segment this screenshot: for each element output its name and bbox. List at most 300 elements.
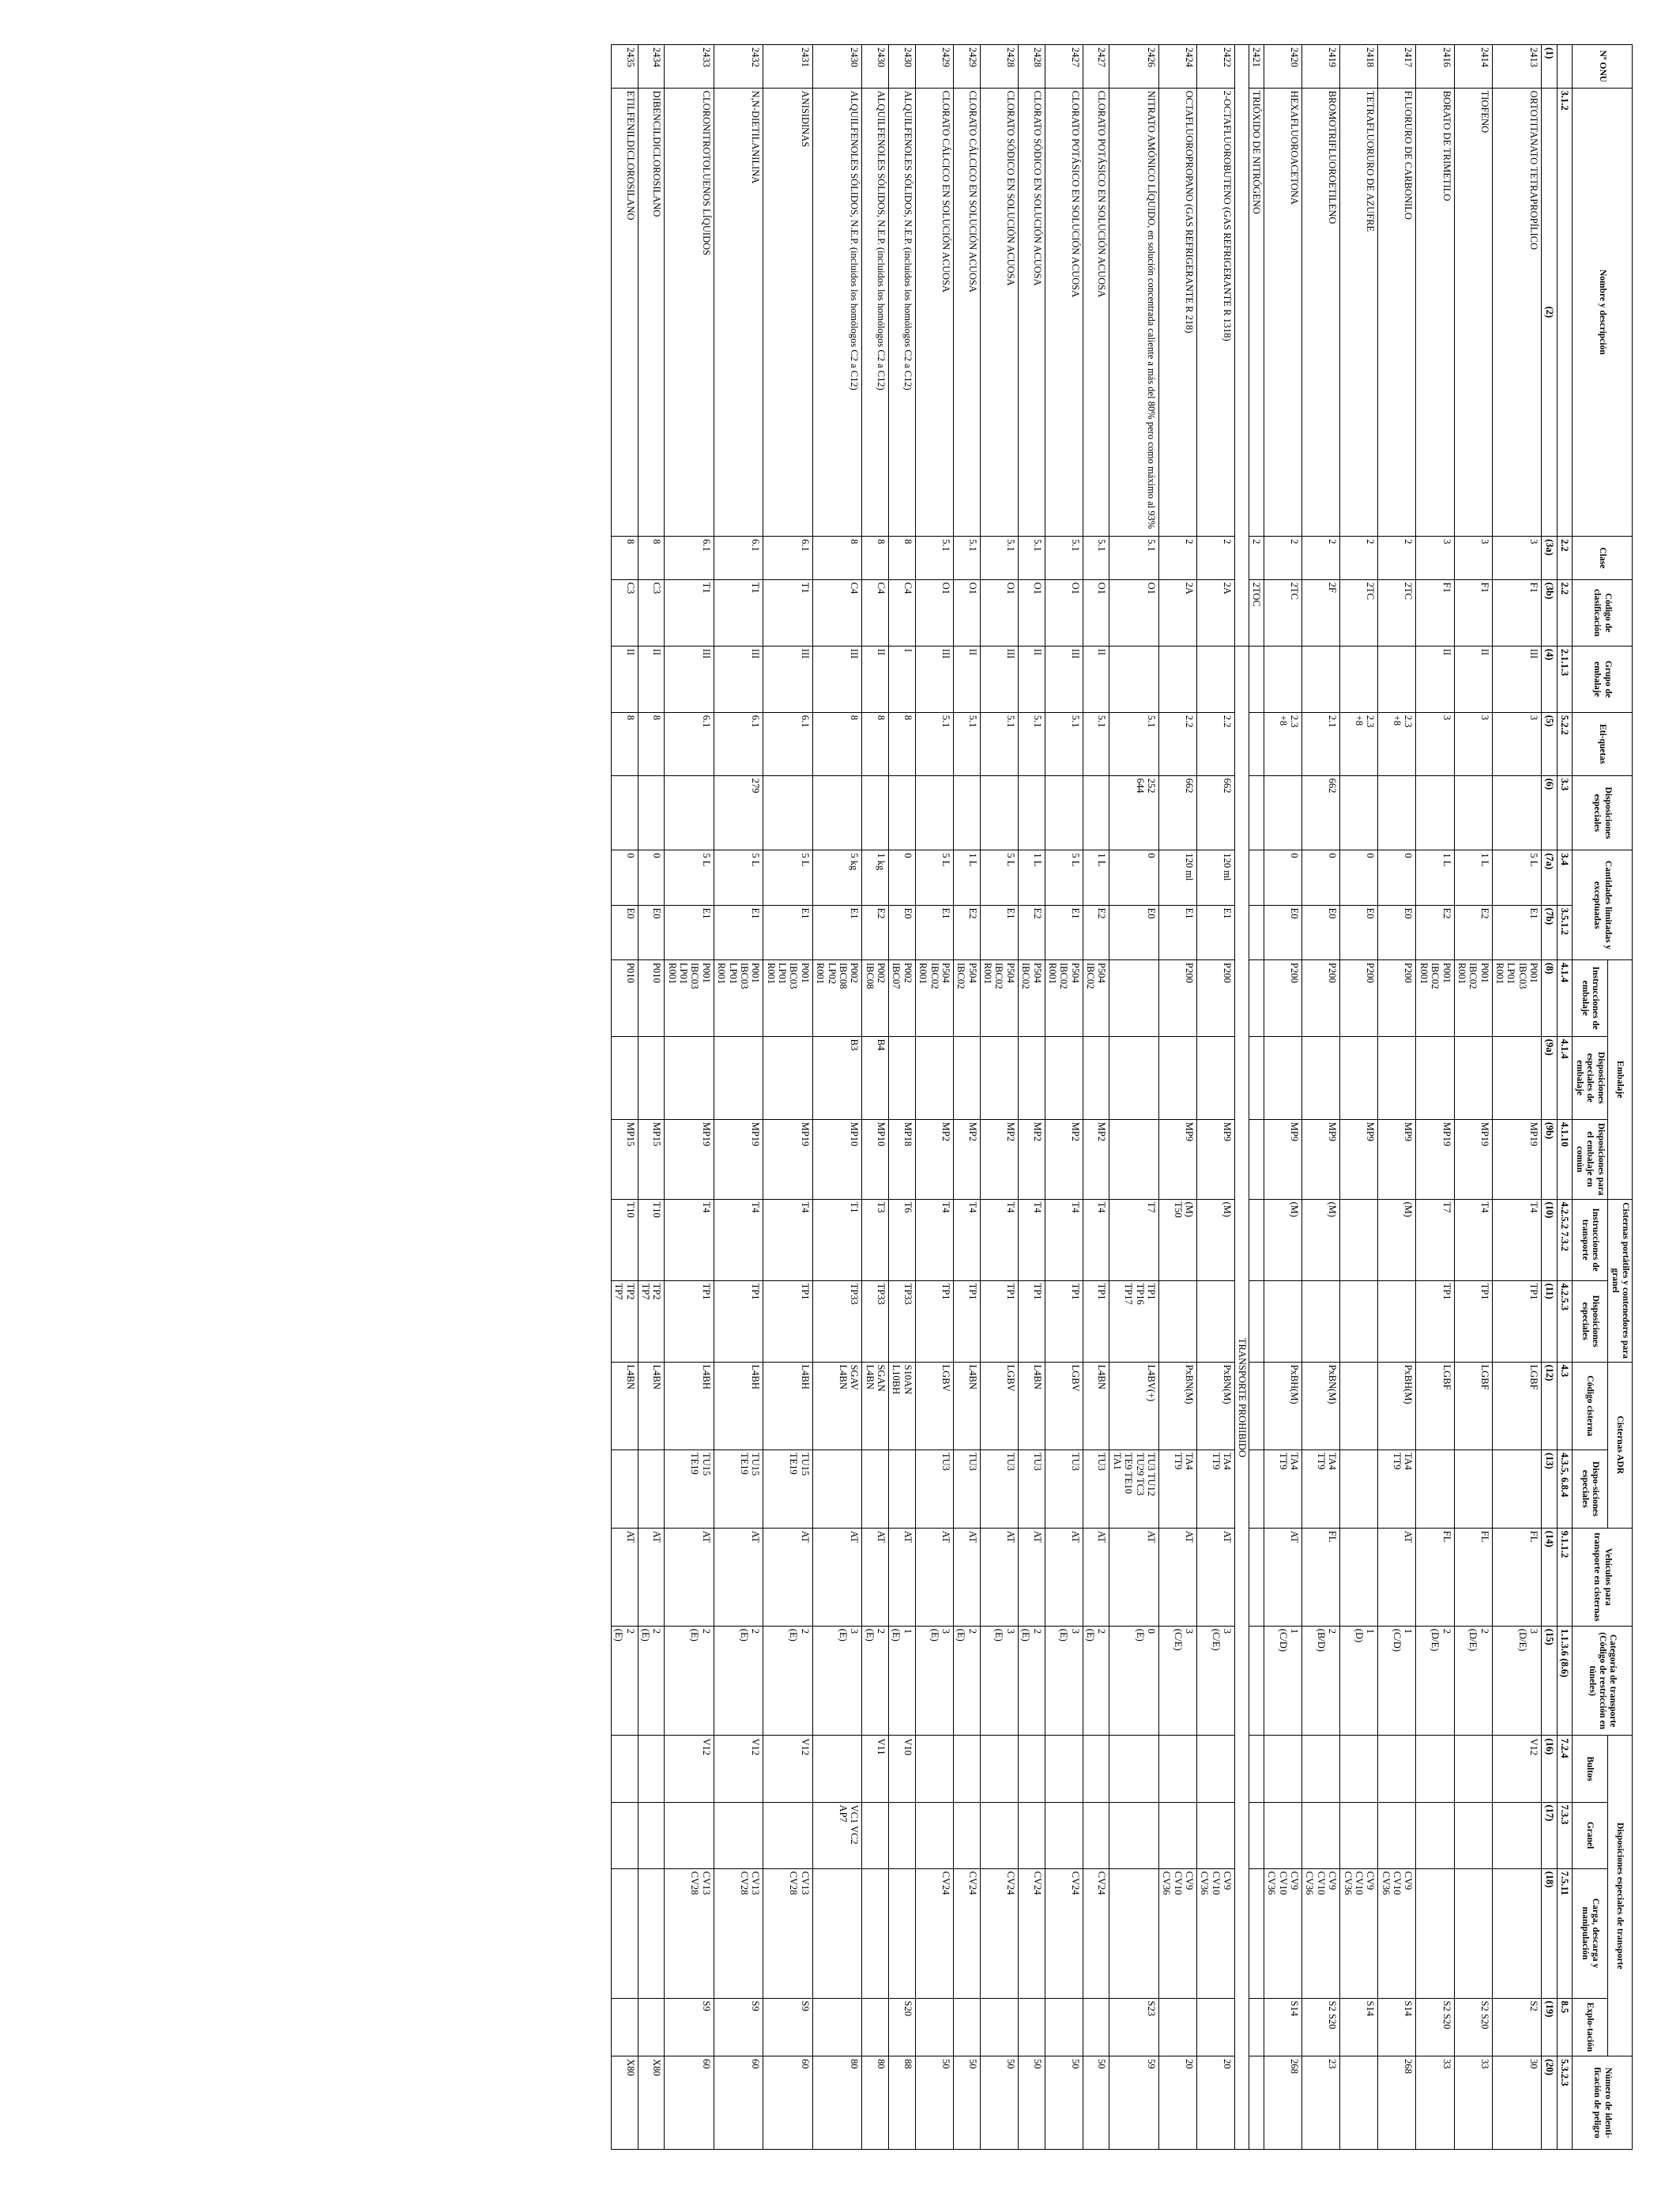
table-cell: V12 [714, 1736, 763, 1802]
table-cell: 2 [1264, 537, 1301, 580]
table-cell [1249, 1736, 1264, 1802]
table-cell: (M) [1264, 1199, 1301, 1280]
table-cell: P001 IBC02 R001 [1454, 960, 1492, 1037]
table-cell [1264, 646, 1301, 712]
table-cell: FL [1416, 1528, 1454, 1626]
table-cell: 33 [1416, 2056, 1454, 2150]
table-cell: O1 [1045, 579, 1083, 646]
table-cell: S14 [1378, 1998, 1416, 2056]
table-cell: II [1454, 646, 1492, 712]
table-cell: TP1 [1083, 1280, 1109, 1362]
table-cell: CV24 [915, 1868, 953, 1998]
subheader-loading: Carga, descarga y manipulación [1572, 1868, 1607, 1998]
table-cell: MP19 [1454, 1119, 1492, 1199]
table-cell: E0 [889, 905, 916, 959]
table-cell: T1 [665, 579, 714, 646]
table-cell: 2 [1340, 537, 1378, 580]
table-cell: II [862, 646, 889, 712]
table-cell [1454, 1802, 1492, 1868]
table-cell: 3 (C/E) [1197, 1626, 1235, 1736]
table-cell: AT [1018, 1528, 1045, 1626]
table-cell: 662 [1302, 775, 1340, 850]
table-row [1249, 45, 1264, 2150]
table-cell: T1 [763, 579, 813, 646]
col-number-cell: (9a) [1542, 1036, 1557, 1119]
table-cell: 6.1 [665, 712, 714, 775]
table-cell: 2 [1249, 537, 1264, 580]
table-cell [1302, 1802, 1340, 1868]
col-number-cell: (5) [1542, 712, 1557, 775]
table-cell: P001 IBC03 LP01 R001 [665, 960, 714, 1037]
table-cell: (M) [1197, 1199, 1235, 1280]
table-cell [1045, 775, 1083, 850]
table-cell [1083, 775, 1109, 850]
table-cell: 6.1 [714, 537, 763, 580]
table-cell: 50 [915, 2056, 953, 2150]
note-spacer [1235, 45, 1249, 647]
table-cell [763, 775, 813, 850]
table-cell: P001 IBC03 LP01 R001 [1492, 960, 1542, 1037]
onu-number-cell: 2427 [1083, 45, 1109, 89]
table-cell: 5 L [1492, 850, 1542, 905]
table-cell: III [1045, 646, 1083, 712]
table-cell: P200 [1158, 960, 1196, 1037]
table-cell: P010 [611, 960, 638, 1037]
table-cell [1416, 1868, 1454, 1998]
table-cell: E0 [1109, 905, 1159, 959]
table-cell [611, 775, 638, 850]
table-cell: 5.1 [915, 537, 953, 580]
table-cell [980, 1036, 1018, 1119]
table-cell: 3 (E) [1045, 1626, 1083, 1736]
table-cell [1249, 1998, 1264, 2056]
table-cell [1264, 1280, 1301, 1362]
table-cell [1109, 1036, 1159, 1119]
onu-number-cell: 2416 [1416, 45, 1454, 89]
table-cell: E1 [714, 905, 763, 959]
table-cell [1264, 1036, 1301, 1119]
table-cell: 1 (C/D) [1378, 1626, 1416, 1736]
col-number-cell: (17) [1542, 1802, 1557, 1868]
substance-name-cell: BROMOTRIFLUOROETILENO [1302, 88, 1340, 536]
table-cell: 5.1 [1083, 712, 1109, 775]
header-transport-provisions: Disposiciones especiales de transporte [1607, 1736, 1632, 2056]
table-cell: P504 IBC02 [1083, 960, 1109, 1037]
table-cell: MP15 [611, 1119, 638, 1199]
table-cell: T10 [638, 1199, 665, 1280]
table-cell: PxBN(M) [1158, 1362, 1196, 1449]
table-cell: SGAN L4BN [862, 1362, 889, 1449]
table-cell: MP19 [665, 1119, 714, 1199]
table-cell: MP9 [1264, 1119, 1301, 1199]
onu-number-cell: 2434 [638, 45, 665, 89]
table-cell [714, 1036, 763, 1119]
table-row [1083, 45, 1109, 2150]
table-cell: LGBF [1454, 1362, 1492, 1449]
table-cell: CV9 CV10 CV36 [1340, 1868, 1378, 1998]
table-cell: 2 (B/D) [1302, 1626, 1340, 1736]
table-cell: TA4 TT9 [1197, 1449, 1235, 1528]
table-cell [1416, 1802, 1454, 1868]
table-cell [1197, 1280, 1235, 1362]
table-cell: T4 [1018, 1199, 1045, 1280]
table-cell: 2 [1378, 537, 1416, 580]
table-cell: E2 [1083, 905, 1109, 959]
table-cell: C3 [638, 579, 665, 646]
table-cell [1249, 775, 1264, 850]
table-cell: 8 [862, 537, 889, 580]
table-cell: 2.2 [1158, 712, 1196, 775]
table-cell: P200 [1264, 960, 1301, 1037]
table-cell: (M) [1302, 1199, 1340, 1280]
subheader-mixed-packing: Disposiciones para el embalaje en común [1572, 1119, 1607, 1199]
table-cell: 5 L [763, 850, 813, 905]
table-cell: CV9 CV10 CV36 [1197, 1868, 1235, 1998]
table-cell [1249, 1802, 1264, 1868]
table-cell: 50 [953, 2056, 980, 2150]
table-cell: AT [665, 1528, 714, 1626]
onu-number-cell: 2418 [1340, 45, 1378, 89]
table-cell: TU3 [1018, 1449, 1045, 1528]
table-cell: III [915, 646, 953, 712]
table-cell [812, 1868, 862, 1998]
table-cell: FL [1302, 1528, 1340, 1626]
adr-dangerous-goods-table [611, 44, 1633, 2150]
table-cell: 3 (E) [812, 1626, 862, 1736]
table-cell: 1 L [953, 850, 980, 905]
substance-name-cell: DIBENCILDICLOROSILANO [638, 88, 665, 536]
table-cell: 1 L [1416, 850, 1454, 905]
table-cell: CV24 [1083, 1868, 1109, 1998]
table-cell: TP33 [812, 1280, 862, 1362]
table-cell: AT [953, 1528, 980, 1626]
substance-name-cell: CLORATO SÓDICO EN SOLUCIÓN ACUOSA [1018, 88, 1045, 536]
table-cell: S2 S20 [1454, 1998, 1492, 2056]
table-cell: 2TC [1340, 579, 1378, 646]
table-cell: 5 L [665, 850, 714, 905]
table-cell: S10AN L10BH [889, 1362, 916, 1449]
table-row [1378, 45, 1416, 2150]
col-number-cell: (2) [1542, 88, 1557, 536]
table-cell [1018, 1802, 1045, 1868]
substance-name-cell: 2-OCTAFLUOROBUTENO (GAS REFRIGERANTE R 1318) [1197, 88, 1235, 536]
table-cell: 50 [1083, 2056, 1109, 2150]
table-cell: LGBF [1416, 1362, 1454, 1449]
prohibited-row [1235, 45, 1249, 2150]
substance-name-cell: CLORATO POTÁSICO EN SOLUCIÓN ACUOSA [1083, 88, 1109, 536]
table-cell [638, 1449, 665, 1528]
table-cell: TP1 [980, 1280, 1018, 1362]
table-cell [980, 1802, 1018, 1868]
table-cell: TU15 TE19 [714, 1449, 763, 1528]
table-cell: II [953, 646, 980, 712]
table-cell: 60 [763, 2056, 813, 2150]
table-cell: 8 [812, 537, 862, 580]
table-cell: 0 [611, 850, 638, 905]
table-cell: II [638, 646, 665, 712]
table-cell: 2 (E) [862, 1626, 889, 1736]
table-cell: AT [1109, 1528, 1159, 1626]
header-name-description: Nombre y descripción [1572, 88, 1632, 536]
table-cell [1454, 1036, 1492, 1119]
table-cell: AT [1045, 1528, 1083, 1626]
table-cell: E0 [611, 905, 638, 959]
table-cell: AT [1197, 1528, 1235, 1626]
table-cell: PxBN(M) [1197, 1362, 1235, 1449]
substance-name-cell: ORTOTITANATO TETRAPROPÍLICO [1492, 88, 1542, 536]
ref-cell: 5.3.2.3 [1557, 2056, 1572, 2150]
table-cell [915, 1036, 953, 1119]
table-cell: 2.3 +8 [1264, 712, 1301, 775]
table-cell: 2TC [1264, 579, 1301, 646]
table-cell: 0 [1302, 850, 1340, 905]
table-cell: 1 (D) [1340, 1626, 1378, 1736]
table-cell: 3 [1454, 712, 1492, 775]
table-body [611, 45, 1572, 2150]
table-cell: E1 [980, 905, 1018, 959]
table-cell: 50 [980, 2056, 1018, 2150]
col-number-cell: (3b) [1542, 579, 1557, 646]
header-limited-quantities: Cantidades limitadas y exceptuadas [1572, 850, 1632, 960]
table-cell: E1 [915, 905, 953, 959]
table-cell [1340, 1199, 1378, 1280]
table-cell: TU3 [980, 1449, 1018, 1528]
table-cell: MP9 [1378, 1119, 1416, 1199]
table-cell: P001 IBC03 LP01 R001 [763, 960, 813, 1037]
table-cell: PxBN(M) [1302, 1362, 1340, 1449]
table-cell: MP15 [638, 1119, 665, 1199]
substance-name-cell: TIOFENO [1454, 88, 1492, 536]
col-number-cell: (18) [1542, 1868, 1557, 1998]
table-row [1454, 45, 1492, 2150]
col-number-cell: (14) [1542, 1528, 1557, 1626]
table-cell [638, 1998, 665, 2056]
table-cell: 60 [714, 2056, 763, 2150]
table-cell: P200 [1378, 960, 1416, 1037]
table-cell [1249, 905, 1264, 959]
table-cell: P504 IBC02 R001 [980, 960, 1018, 1037]
onu-number-cell: 2433 [665, 45, 714, 89]
header-class: Clase [1572, 537, 1632, 580]
table-cell: AT [1378, 1528, 1416, 1626]
table-cell [1045, 1802, 1083, 1868]
table-cell [611, 1449, 638, 1528]
onu-number-cell: 2420 [1264, 45, 1301, 89]
table-cell: 2 (E) [611, 1626, 638, 1736]
table-cell: O1 [1109, 579, 1159, 646]
table-cell [862, 1868, 889, 1998]
reference-row [1557, 45, 1572, 2150]
table-cell [1454, 1449, 1492, 1528]
table-cell [1109, 1119, 1159, 1199]
table-cell: 268 [1264, 2056, 1301, 2150]
table-cell: 662 [1158, 775, 1196, 850]
table-cell: P504 IBC02 R001 [915, 960, 953, 1037]
table-cell: 80 [812, 2056, 862, 2150]
table-cell: TP1 TP16 TP17 [1109, 1280, 1159, 1362]
table-cell [1302, 1280, 1340, 1362]
table-cell: P200 [1302, 960, 1340, 1037]
table-cell [1340, 1802, 1378, 1868]
table-cell: 2 [1197, 537, 1235, 580]
table-cell [812, 1449, 862, 1528]
table-cell: TP1 [1045, 1280, 1083, 1362]
table-cell: F1 [1454, 579, 1492, 646]
onu-number-cell: 2429 [915, 45, 953, 89]
table-cell [980, 775, 1018, 850]
table-cell: TP2 TP7 [611, 1280, 638, 1362]
col-number-cell: (6) [1542, 775, 1557, 850]
table-cell: 3 (E) [915, 1626, 953, 1736]
table-cell: 3 [1454, 537, 1492, 580]
ref-cell: 3.5.1.2 [1557, 905, 1572, 959]
table-row [1340, 45, 1378, 2150]
table-cell: 2A [1158, 579, 1196, 646]
substance-name-cell: ALQUILFENOLES SÓLIDOS, N.E.P. (incluidos los homólogos C2 a C12) [889, 88, 916, 536]
header-onu-number: Nº ONU [1572, 45, 1632, 89]
table-cell: III [714, 646, 763, 712]
ref-cell: 7.5.11 [1557, 1868, 1572, 1998]
table-cell: TU3 [1045, 1449, 1083, 1528]
table-cell [1197, 1802, 1235, 1868]
col-number-cell: (12) [1542, 1362, 1557, 1449]
table-cell: 268 [1378, 2056, 1416, 2150]
table-cell: T4 [1492, 1199, 1542, 1280]
table-cell [1340, 646, 1378, 712]
table-cell: TA4 TT9 [1302, 1449, 1340, 1528]
table-cell: MP10 [862, 1119, 889, 1199]
ref-cell [1557, 45, 1572, 89]
table-cell [638, 775, 665, 850]
substance-name-cell: CLORATO SÓDICO EN SOLUCIÓN ACUOSA [980, 88, 1018, 536]
table-cell: E0 [1378, 905, 1416, 959]
table-cell: MP2 [1018, 1119, 1045, 1199]
table-cell: S9 [763, 1998, 813, 2056]
table-cell: P200 [1340, 960, 1378, 1037]
table-cell: 5.1 [1045, 537, 1083, 580]
table-cell: L4BN [953, 1362, 980, 1449]
table-cell: AT [763, 1528, 813, 1626]
table-cell: O1 [1083, 579, 1109, 646]
table-cell [1197, 1736, 1235, 1802]
table-cell: S2 S20 [1302, 1998, 1340, 2056]
ref-cell: 8.5 [1557, 1998, 1572, 2056]
header-portable-tanks: Cisternas portátiles y contenedores para granel [1607, 1199, 1632, 1362]
table-cell: T1 [812, 1199, 862, 1280]
table-cell [1302, 1036, 1340, 1119]
table-cell: 2 [1158, 537, 1196, 580]
table-cell [1264, 1802, 1301, 1868]
table-cell: III [665, 646, 714, 712]
table-row [1492, 45, 1542, 2150]
subheader-operation: Explo-tación [1572, 1998, 1607, 2056]
table-cell: AT [611, 1528, 638, 1626]
table-cell: E1 [665, 905, 714, 959]
table-cell: C3 [611, 579, 638, 646]
table-cell: CV9 CV10 CV36 [1378, 1868, 1416, 1998]
table-cell: 5 L [1045, 850, 1083, 905]
table-cell: 2F [1302, 579, 1340, 646]
table-cell: PxBH(M) [1264, 1362, 1301, 1449]
table-cell [1083, 1998, 1109, 2056]
onu-number-cell: 2417 [1378, 45, 1416, 89]
ref-cell: 4.2.5.2 7.3.2 [1557, 1199, 1572, 1280]
ref-cell: 4.1.10 [1557, 1119, 1572, 1199]
table-cell: 2A [1197, 579, 1235, 646]
table-cell: 6.1 [665, 537, 714, 580]
table-cell: 5 kg [812, 850, 862, 905]
substance-name-cell: TRIÓXIDO DE NITRÓGENO [1249, 88, 1264, 536]
table-cell: FL [1454, 1528, 1492, 1626]
table-cell: 3 (E) [980, 1626, 1018, 1736]
ref-cell: 3.3 [1557, 775, 1572, 850]
table-cell: (M) T50 [1158, 1199, 1196, 1280]
table-cell: S9 [665, 1998, 714, 2056]
table-row [1197, 45, 1235, 2150]
table-cell: 120 ml [1158, 850, 1196, 905]
header-transport-category: Categoría de transporte (Código de restricción en túneles) [1572, 1626, 1632, 1736]
ref-cell: 2.2 [1557, 537, 1572, 580]
table-cell: AT [889, 1528, 916, 1626]
table-cell: III [812, 646, 862, 712]
table-cell [665, 1802, 714, 1868]
table-cell: TP1 [763, 1280, 813, 1362]
table-cell [1018, 1736, 1045, 1802]
table-cell: (M) [1378, 1199, 1416, 1280]
table-cell: C4 [812, 579, 862, 646]
table-cell: 8 [638, 537, 665, 580]
table-cell [1264, 775, 1301, 850]
table-cell [611, 1998, 638, 2056]
table-row [611, 45, 638, 2150]
table-cell [1492, 1036, 1542, 1119]
table-cell [812, 775, 862, 850]
substance-name-cell: ANISIDINAS [763, 88, 813, 536]
table-cell [1416, 1736, 1454, 1802]
table-cell: S9 [714, 1998, 763, 2056]
table-cell [1249, 1868, 1264, 1998]
table-cell: E0 [1302, 905, 1340, 959]
table-cell: 1 (E) [889, 1626, 916, 1736]
onu-number-cell: 2426 [1109, 45, 1159, 89]
table-cell: 5.1 [980, 712, 1018, 775]
table-cell [1454, 1868, 1492, 1998]
table-cell [915, 1736, 953, 1802]
table-cell: T1 [714, 579, 763, 646]
table-cell: 2TOC [1249, 579, 1264, 646]
table-cell: 2.3 +8 [1378, 712, 1416, 775]
table-row [1158, 45, 1196, 2150]
onu-number-cell: 2428 [1018, 45, 1045, 89]
table-cell: P200 [1197, 960, 1235, 1037]
table-cell: 120 ml [1197, 850, 1235, 905]
header-hazard-number: Número de identi-ficación de peligro [1572, 2056, 1632, 2150]
table-cell: F1 [1416, 579, 1454, 646]
table-cell: L4BN [1018, 1362, 1045, 1449]
table-cell: L4BN [1083, 1362, 1109, 1449]
table-cell: 1 kg [862, 850, 889, 905]
table-cell: TU15 TE19 [763, 1449, 813, 1528]
onu-number-cell: 2429 [953, 45, 980, 89]
table-cell [1249, 1528, 1264, 1626]
table-cell: 2 (E) [665, 1626, 714, 1736]
table-cell [763, 1802, 813, 1868]
table-cell: 80 [862, 2056, 889, 2150]
table-cell: AT [1264, 1528, 1301, 1626]
table-cell [915, 1998, 953, 2056]
table-cell: II [611, 646, 638, 712]
table-cell: 3 (C/E) [1158, 1626, 1196, 1736]
